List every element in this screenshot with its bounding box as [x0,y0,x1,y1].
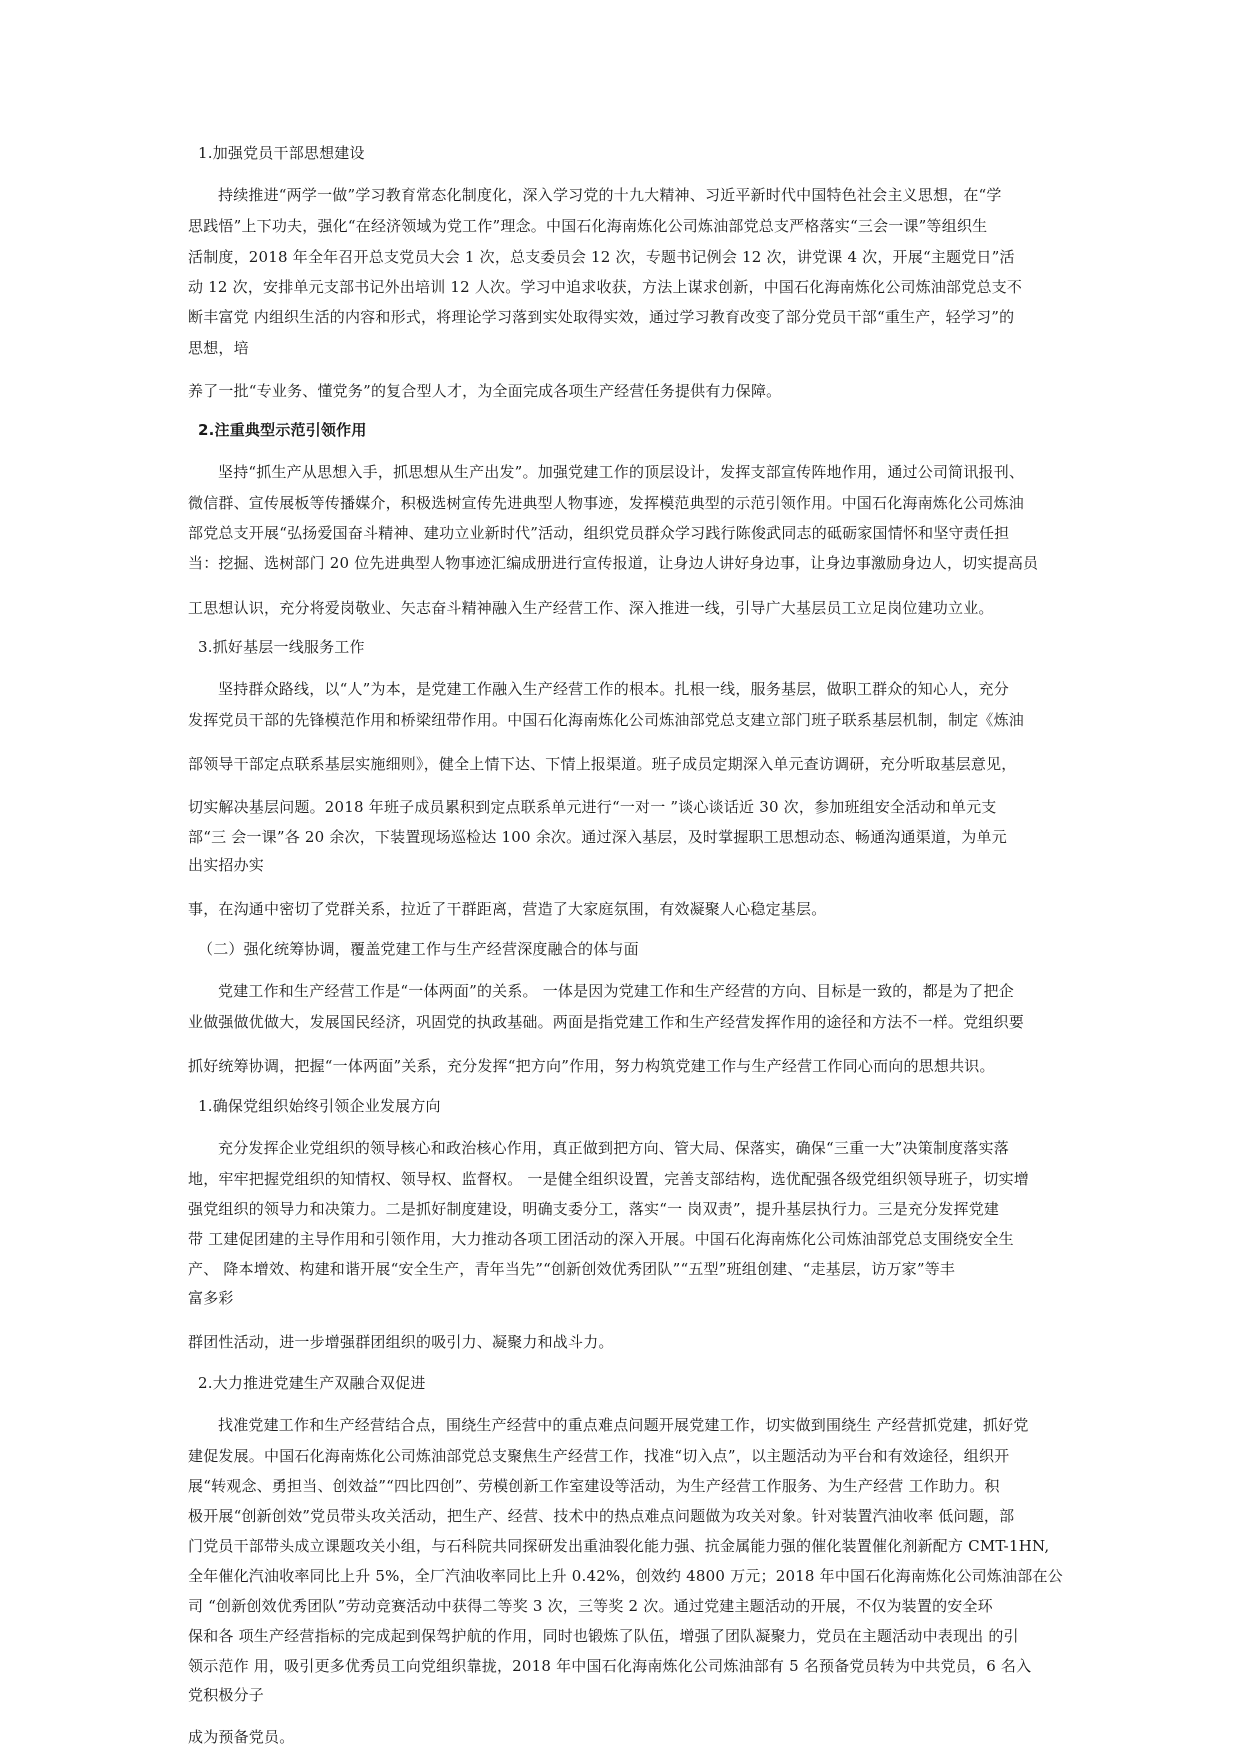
text-line: 思想，培 [188,339,249,357]
text-line: 建促发展。中国石化海南炼化公司炼油部党总支聚焦生产经营工作，找准“切入点”，以主题活动为平台和有效途径，组织开 [188,1447,1010,1465]
text-line: 3.抓好基层一线服务工作 [198,638,365,656]
text-line: 1.确保党组织始终引领企业发展方向 [198,1097,441,1115]
text-line: 2.大力推进党建生产双融合双促进 [198,1374,426,1392]
text-line: 展“转观念、勇担当、创效益”“四比四创”、劳模创新工作室建设等活动，为生产经营工作服务、为生产经营 工作助力。积 [188,1477,1000,1495]
text-line: 活制度，2018 年全年召开总支党员大会 1 次，总支委员会 12 次，专题书记例会 12 次，讲党课 4 次，开展“主题党日”活 [188,248,1015,266]
text-line: 2.注重典型示范引领作用 [198,421,367,439]
text-line: 出实招办实 [188,856,265,874]
text-line: 持续推进“两学一做”学习教育常态化制度化，深入学习党的十九大精神、习近平新时代中国特色社会主义思想，在“学 [218,186,1002,204]
text-line: 地，牢牢把握党组织的知情权、领导权、监督权。 一是健全组织设置，完善支部结构，选优配强各级党组织领导班子，切实增 [188,1170,1029,1188]
text-line: 当：挖掘、选树部门 20 位先进典型人物事迹汇编成册进行宣传报道，让身边人讲好身边事，让身边事激励身边人，切实提高员 [188,554,1039,572]
text-line: 极开展“创新创效”党员带头攻关活动，把生产、经营、技术中的热点难点问题做为攻关对象。针对装置汽油收率 低问题，部 [188,1507,1015,1525]
text-line: 带 工建促团建的主导作用和引领作用，大力推动各项工团活动的深入开展。中国石化海南炼化公司炼油部党总支围绕安全生 [188,1230,1014,1248]
text-line: 思践悟”上下功夫，强化“在经济领域为党工作”理念。中国石化海南炼化公司炼油部党总支严格落实“三会一课”等组织生 [188,217,988,235]
text-line: 富多彩 [188,1289,234,1307]
text-line: 充分发挥企业党组织的领导核心和政治核心作用，真正做到把方向、管大局、保落实，确保“三重一大”决策制度落实落 [218,1139,1009,1157]
text-line: 全年催化汽油收率同比上升 5%，全厂汽油收率同比上升 0.42%，创效约 4800 万元；2018 年中国石化海南炼化公司炼油部在公 [188,1567,1063,1585]
text-line: 断丰富党 内组织生活的内容和形式，将理论学习落到实处取得实效，通过学习教育改变了部分党员干部“重生产，轻学习”的 [188,308,1015,326]
text-line: 工思想认识，充分将爱岗敬业、矢志奋斗精神融入生产经营工作、深入推进一线，引导广大基层员工立足岗位建功立业。 [188,599,994,617]
text-line: 抓好统筹协调，把握“一体两面”关系，充分发挥“把方向”作用，努力构筑党建工作与生产经营工作同心而向的思想共识。 [188,1057,995,1075]
text-line: 养了一批“专业务、懂党务”的复合型人才，为全面完成各项生产经营任务提供有力保障。 [188,382,782,400]
text-line: 成为预备党员。 [188,1728,295,1746]
text-line: 事，在沟通中密切了党群关系，拉近了干群距离，营造了大家庭氛围，有效凝聚人心稳定基层。 [188,900,827,918]
text-line: 门党员干部带头成立课题攻关小组，与石科院共同探研发出重油裂化能力强、抗金属能力强的催化装置催化剂新配方 CMT-1HN, [188,1537,1050,1555]
text-line: 找准党建工作和生产经营结合点，围绕生产经营中的重点难点问题开展党建工作，切实做到围绕生 产经营抓党建，抓好党 [218,1416,1029,1434]
text-line: 切实解决基层问题。2018 年班子成员累积到定点联系单元进行“一对一 ”谈心谈话近 30 次，参加班组安全活动和单元支 [188,798,997,816]
text-line: 业做强做优做大，发展国民经济，巩固党的执政基础。两面是指党建工作和生产经营发挥作用的途径和方法不一样。党组织要 [188,1013,1025,1031]
text-line: 领示范作 用，吸引更多优秀员工向党组织靠拢，2018 年中国石化海南炼化公司炼油部有 5 名预备党员转为中共党员，6 名入 [188,1657,1032,1675]
text-line: 动 12 次，安排单元支部书记外出培训 12 人次。学习中追求收获，方法上谋求创新，中国石化海南炼化公司炼油部党总支不 [188,278,1023,296]
text-line: （二）强化统筹协调，覆盖党建工作与生产经营深度融合的体与面 [198,940,639,958]
text-line: 1.加强党员干部思想建设 [198,144,365,162]
text-line: 群团性活动，进一步增强群团组织的吸引力、凝聚力和战斗力。 [188,1333,614,1351]
text-line: 党建工作和生产经营工作是“一体两面”的关系。 一体是因为党建工作和生产经营的方向、目标是一致的，都是为了把企 [218,982,1014,1000]
text-line: 部“三 会一课”各 20 余次，下装置现场巡检达 100 余次。通过深入基层，及时掌握职工思想动态、畅通沟通渠道，为单元 [188,828,1007,846]
text-line: 微信群、宣传展板等传播媒介，积极选树宣传先进典型人物事迹，发挥模范典型的示范引领作用。中国石化海南炼化公司炼油 [188,494,1025,512]
text-line: 发挥党员干部的先锋模范作用和桥梁纽带作用。中国石化海南炼化公司炼油部党总支建立部门班子联系基层机制，制定《炼油 [188,711,1025,729]
text-line: 司 “创新创效优秀团队”劳动竞赛活动中获得二等奖 3 次，三等奖 2 次。通过党建主题活动的开展，不仅为装置的安全环 [188,1597,993,1615]
text-line: 坚持群众路线，以“人”为本，是党建工作融入生产经营工作的根本。扎根一线，服务基层，做职工群众的知心人，充分 [218,680,1009,698]
text-line: 部领导干部定点联系基层实施细则》，健全上情下达、下情上报渠道。班子成员定期深入单元查访调研，充分听取基层意见， [188,755,1017,773]
text-line: 党积极分子 [188,1686,265,1704]
text-line: 保和各 项生产经营指标的完成起到保驾护航的作用，同时也锻炼了队伍，增强了团队凝聚力，党员在主题活动中表现出 的引 [188,1627,1019,1645]
text-line: 部党总支开展“弘扬爱国奋斗精神、建功立业新时代”活动，组织党员群众学习践行陈俊武同志的砥砺家国情怀和坚守责任担 [188,524,1010,542]
text-line: 强党组织的领导力和决策力。二是抓好制度建设，明确支委分工，落实“一 岗双责”，提升基层执行力。三是充分发挥党建 [188,1200,1000,1218]
text-line: 坚持“抓生产从思想入手，抓思想从生产出发”。加强党建工作的顶层设计，发挥支部宣传阵地作用，通过公司简讯报刊、 [218,463,1025,481]
text-line: 产、 降本增效、构建和谐开展“安全生产，青年当先”“创新创效优秀团队”“五型”班组创建、“走基层，访万家”等丰 [188,1260,956,1278]
